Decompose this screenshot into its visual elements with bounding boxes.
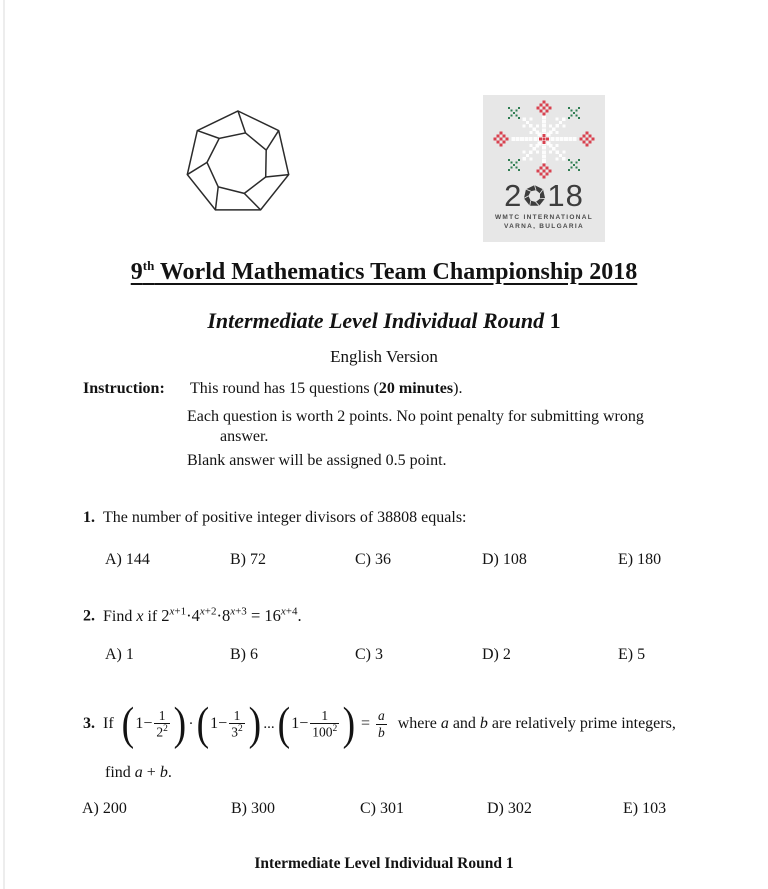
option-a: A) 1: [105, 646, 134, 663]
option-a: A) 200: [82, 800, 127, 817]
logo-year-18: 18: [547, 178, 584, 213]
heptagon-zero-icon: [523, 184, 546, 208]
logo-year: [504, 178, 584, 213]
logo-caption-1: WMTC INTERNATIONAL: [494, 214, 594, 221]
question-1-options: [0, 551, 768, 573]
option-c: C) 301: [360, 800, 404, 817]
instruction-line-1: This round has 15 questions (20 minutes).: [190, 380, 463, 397]
question-1: [83, 509, 466, 527]
question-3-formula: ( 1 − $\frac{1}{2^2}$ ) · ( 1 − $\frac{1}{3^2}$ ) ... ( 1 − $\frac{1}{100^2}$ ) = $\frac{a}{b}$: [121, 698, 385, 750]
option-e: E) 103: [623, 800, 667, 817]
question-1-text: The number of positive integer divisors of 38808 equals:: [103, 509, 467, 526]
option-c: C) 3: [355, 646, 383, 663]
question-3-number: 3.: [83, 715, 95, 732]
question-2: [83, 605, 302, 626]
option-b: B) 6: [230, 646, 258, 663]
question-3-options: [0, 800, 768, 822]
option-d: D) 2: [482, 646, 511, 663]
instruction-line-2: Each question is worth 2 points. No point penalty for submitting wrong: [187, 408, 644, 425]
title-text: World Mathematics Team Championship 2018: [154, 259, 638, 285]
option-b: B) 300: [231, 800, 275, 817]
heptagon-ring-icon: [183, 106, 293, 220]
option-d: D) 108: [482, 551, 527, 568]
snowflake-crossstitch-icon: [492, 99, 596, 183]
instruction-line-3: Blank answer will be assigned 0.5 point.: [187, 452, 447, 469]
option-c: C) 36: [355, 551, 391, 568]
logo-caption-2: VARNA, BULGARIA: [503, 222, 585, 230]
page-title: [0, 258, 768, 286]
question-3-lead: If: [103, 715, 114, 732]
page-footer: Intermediate Level Individual Round 1: [254, 855, 514, 872]
option-e: E) 180: [618, 551, 662, 568]
question-3-tail: where a and b are relatively prime integers,: [397, 715, 676, 732]
question-3: [83, 694, 755, 754]
wmtc-2018-logo: [483, 95, 605, 242]
question-3-find-line: find a + b.: [105, 764, 172, 781]
round-subtitle: [0, 308, 768, 334]
title-ordinal-sup: th: [142, 258, 155, 273]
question-2-formula: $2^{x+1}\cdot 4^{x+2}\cdot 8^{x+3} = 16^{x+4}$.: [161, 605, 302, 625]
question-2-options: [0, 646, 768, 668]
title-number: 9: [130, 259, 143, 285]
wmtc-heptagon-logo: [183, 106, 293, 220]
scan-edge-artifact: [3, 0, 5, 889]
version-label: English Version: [330, 347, 438, 366]
option-b: B) 72: [230, 551, 266, 568]
instruction-label: Instruction:: [83, 380, 165, 397]
subtitle-italic: Intermediate Level Individual Round: [207, 308, 545, 333]
option-e: E) 5: [618, 646, 646, 663]
subtitle-round-number: 1: [544, 308, 561, 333]
option-d: D) 302: [487, 800, 532, 817]
question-2-number: 2.: [83, 607, 95, 625]
option-a: A) 144: [105, 551, 150, 568]
logo-year-2: 2: [504, 178, 523, 213]
question-2-lead: Find x if: [103, 607, 162, 625]
question-1-number: 1.: [83, 509, 95, 526]
instruction-line-2-cont: answer.: [220, 428, 269, 445]
